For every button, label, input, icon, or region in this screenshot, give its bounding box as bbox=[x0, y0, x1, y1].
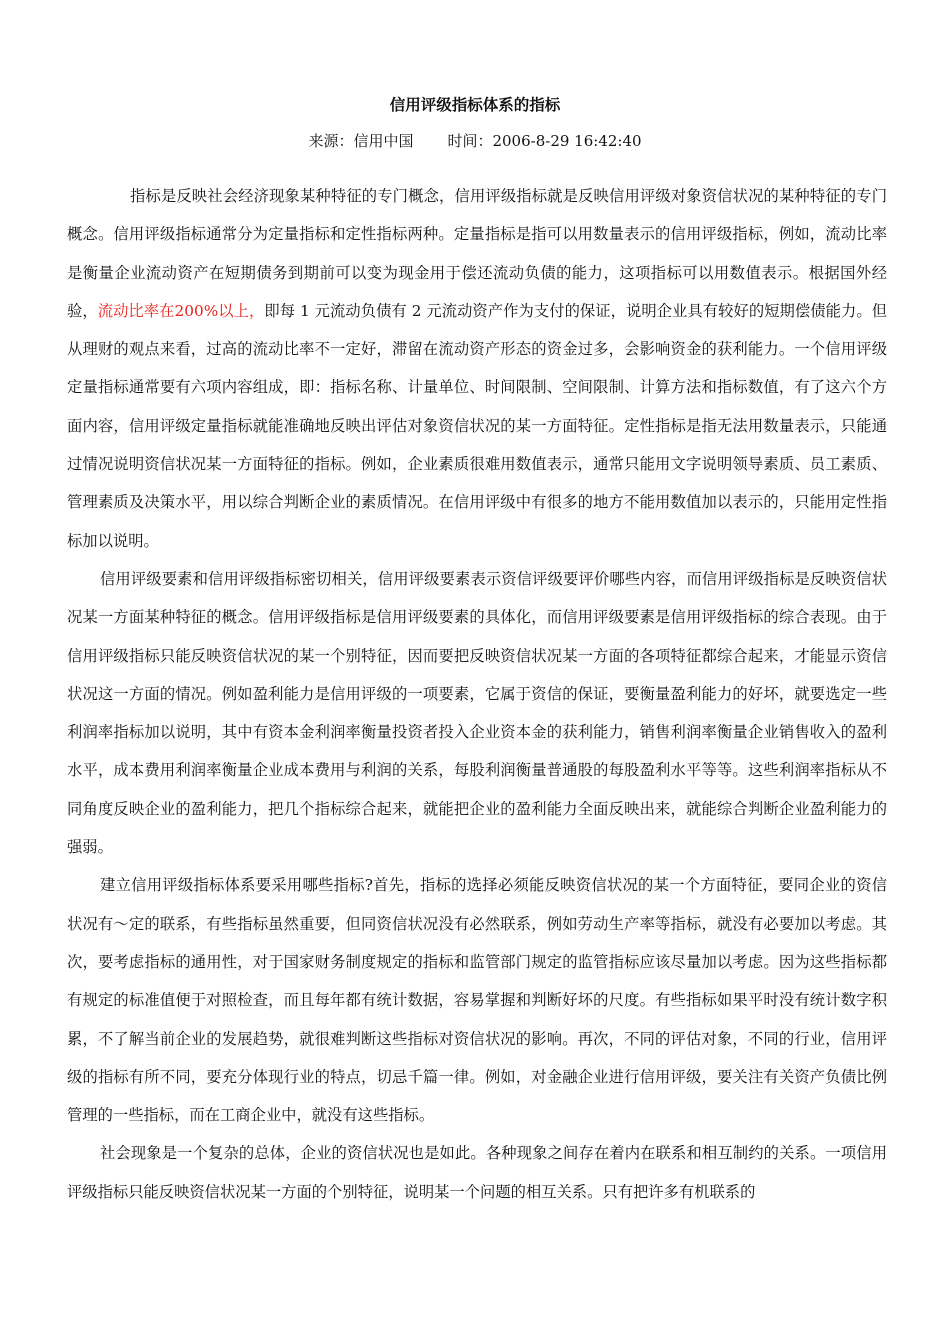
article-body bbox=[67, 177, 887, 1211]
paragraph-1-text-b: 即每 1 元流动负债有 2 元流动资产作为支付的保证，说明企业具有较好的短期偿债能力。但从理财的观点来看，过高的流动比率不一定好，滞留在流动资产形态的资金过多，会影响资金的获利能力。一个信用评级定量指标通常要有六项内容组成，即：指标名称、计量单位、时间限制、空间限制、计算方法和指标数值，有了这六个方面内容，信用评级定量指标就能准确地反映出评估对象资信状况的某一方面特征。定性指标是指无法用数量表示，只能通过情况说明资信状况某一方面特征的指标。例如，企业素质很难用数值表示，通常只能用文字说明领导素质、员工素质、管理素质及决策水平，用以综合判断企业的素质情况。在信用评级中有很多的地方不能用数值加以表示的，只能用定性指标加以说明。 bbox=[67, 301, 887, 550]
timestamp-label: 时间：2006-8-29 16:42:40 bbox=[447, 132, 642, 150]
paragraph-2: 信用评级要素和信用评级指标密切相关，信用评级要素表示资信评级要评价哪些内容，而信用评级指标是反映资信状况某一方面某种特征的概念。信用评级指标是信用评级要素的具体化，而信用评级要素是信用评级指标的综合表现。由于信用评级指标只能反映资信状况的某一个别特征，因而要把反映资信状况某一方面的各项特征都综合起来，才能显示资信状况这一方面的情况。例如盈利能力是信用评级的一项要素，它属于资信的保证，要衡量盈利能力的好坏，就要选定一些利润率指标加以说明，其中有资本金利润率衡量投资者投入企业资本金的获利能力，销售利润率衡量企业销售收入的盈利水平，成本费用利润率衡量企业成本费用与利润的关系，每股利润衡量普通股的每股盈利水平等等。这些利润率指标从不同角度反映企业的盈利能力，把几个指标综合起来，就能把企业的盈利能力全面反映出来，就能综合判断企业盈利能力的强弱。 bbox=[67, 569, 887, 857]
highlighted-text: 流动比率在200%以上， bbox=[97, 301, 265, 320]
paragraph-1-text-a: 指标是反映社会经济现象某种特征的专门概念，信用评级指标就是反映信用评级对象资信状况的某种特征的专门概念。信用评级指标通常分为定量指标和定性指标两种。定量指标是指可以用数量表示的信用评级指标，例如，流动比率是衡量企业流动资产在短期债务到期前可以变为现金用于偿还流动负债的能力，这项指标可以用数值表示。根据国外经验， bbox=[67, 187, 887, 320]
paragraph-4: 社会现象是一个复杂的总体，企业的资信状况也是如此。各种现象之间存在着内在联系和相互制约的关系。一项信用评级指标只能反映资信状况某一方面的个别特征，说明某一个问题的相互关系。只有把许多有机联系的 bbox=[67, 1144, 887, 1201]
document-title: 信用评级指标体系的指标 bbox=[389, 96, 561, 114]
source-label: 来源：信用中国 bbox=[308, 132, 414, 150]
document-meta bbox=[0, 130, 950, 152]
paragraph-3: 建立信用评级指标体系要采用哪些指标?首先，指标的选择必须能反映资信状况的某一个方面特征，要同企业的资信状况有～定的联系，有些指标虽然重要，但同资信状况没有必然联系，例如劳动生产率等指标，就没有必要加以考虑。其次，要考虑指标的通用性，对于国家财务制度规定的指标和监管部门规定的监管指标应该尽量加以考虑。因为这些指标都有规定的标准值便于对照检查，而且每年都有统计数据，容易掌握和判断好坏的尺度。有些指标如果平时没有统计数字积累，不了解当前企业的发展趋势，就很难判断这些指标对资信状况的影响。再次，不同的评估对象，不同的行业，信用评级的指标有所不同，要充分体现行业的特点，切忌千篇一律。例如，对金融企业进行信用评级，要关注有关资产负债比例管理的一些指标，而在工商企业中，就没有这些指标。 bbox=[67, 876, 887, 1125]
paragraph-1 bbox=[67, 177, 887, 560]
